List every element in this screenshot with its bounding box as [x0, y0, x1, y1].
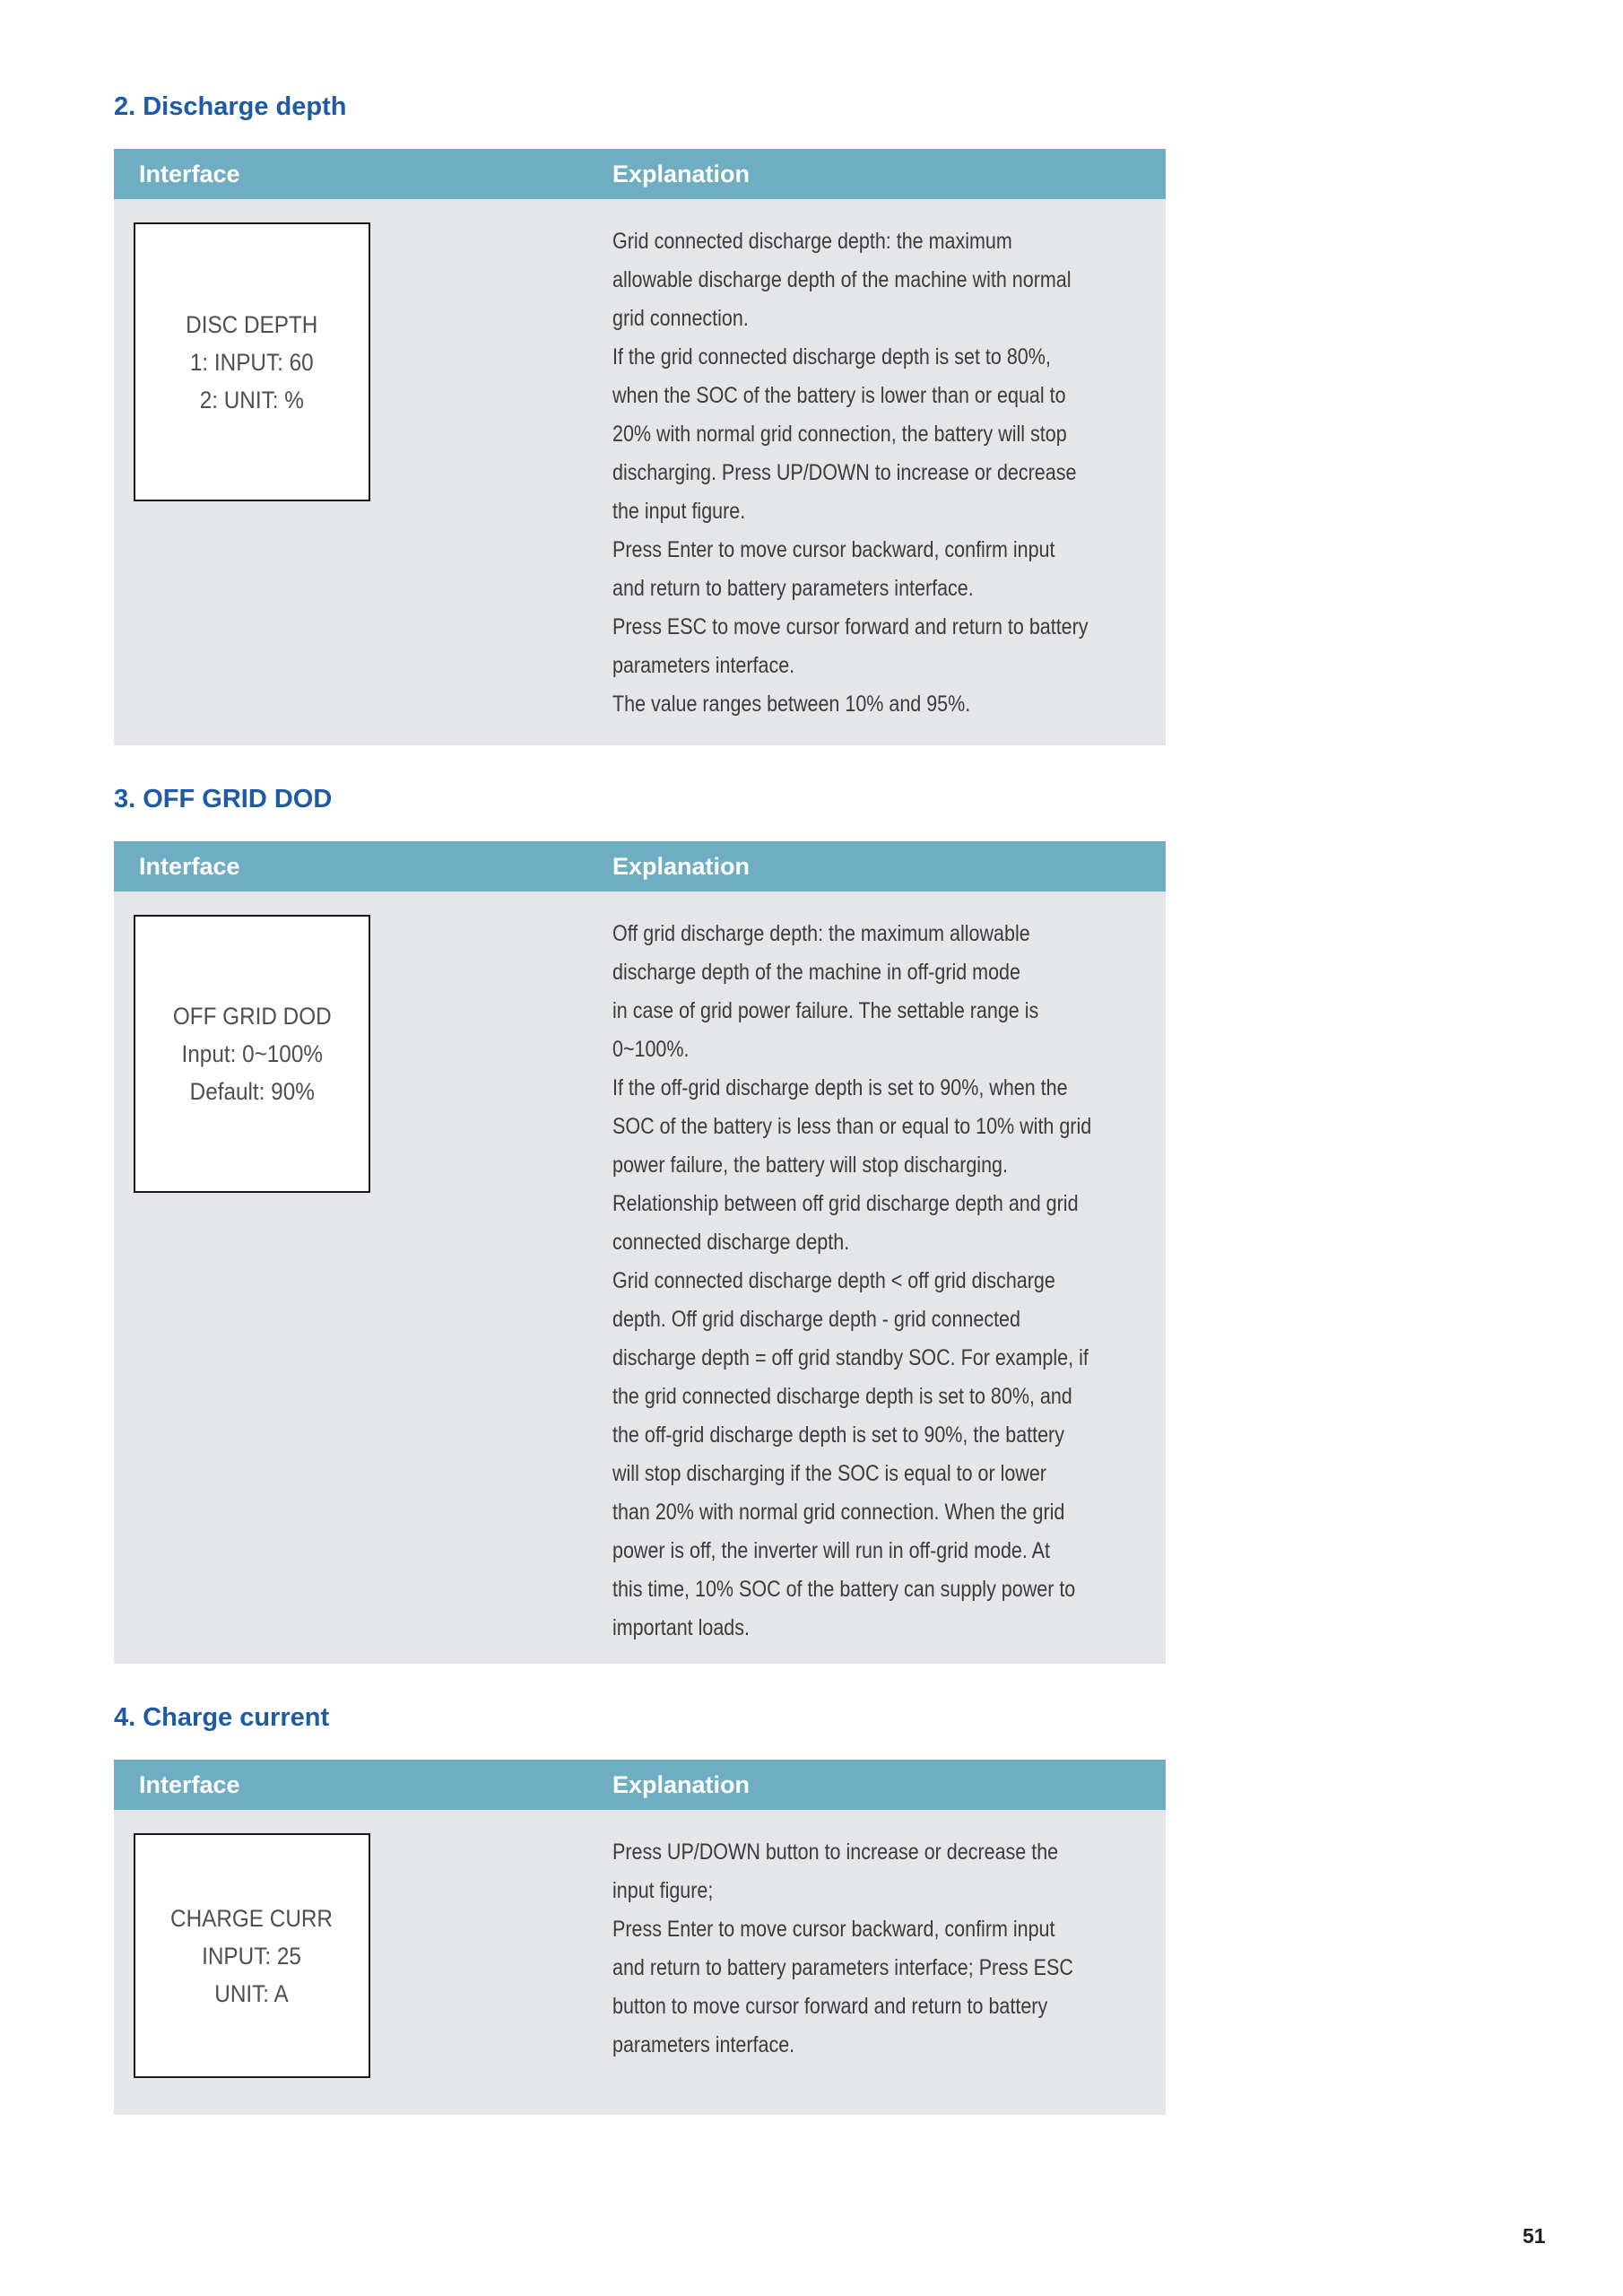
- lcd-line: 2: UNIT: %: [199, 386, 305, 413]
- explanation-line: Relationship between off grid discharge depth and grid: [612, 1191, 1079, 1216]
- explanation-line: and return to battery parameters interface; Press ESC: [612, 1955, 1073, 1980]
- explanation-line: important loads.: [612, 1615, 750, 1640]
- table-body-row: [114, 1810, 1166, 2115]
- table-header-row: [114, 1760, 1166, 1810]
- page-number: 51: [1523, 2224, 1546, 2248]
- lcd-display-text: [173, 997, 332, 1110]
- lcd-line: Default: 90%: [189, 1078, 315, 1105]
- explanation-line: discharging. Press UP/DOWN to increase or decrease: [612, 460, 1077, 485]
- explanation-line: parameters interface.: [612, 653, 795, 678]
- explanation-line: when the SOC of the battery is lower than or equal to: [612, 383, 1066, 408]
- lcd-display-text: [171, 1900, 334, 2013]
- table-body-row: [114, 891, 1166, 1664]
- explanation-text: [612, 915, 1167, 1648]
- explanation-line: power failure, the battery will stop discharging.: [612, 1152, 1008, 1178]
- explanation-line: The value ranges between 10% and 95%.: [612, 691, 971, 717]
- section-heading: 4. Charge current: [114, 1703, 330, 1732]
- explanation-text: [612, 222, 1167, 724]
- explanation-line: Grid connected discharge depth < off grid discharge: [612, 1268, 1055, 1293]
- explanation-line: If the grid connected discharge depth is set to 80%,: [612, 344, 1051, 370]
- explanation-line: Press Enter to move cursor backward, confirm input: [612, 537, 1055, 562]
- explanation-line: parameters interface.: [612, 2032, 795, 2057]
- explanation-line: 0~100%.: [612, 1037, 690, 1062]
- explanation-line: Press Enter to move cursor backward, confirm input: [612, 1917, 1055, 1942]
- column-header-interface: Interface: [139, 853, 240, 880]
- explanation-line: SOC of the battery is less than or equal to 10% with grid: [612, 1114, 1092, 1139]
- column-header-interface: Interface: [139, 1771, 240, 1798]
- explanation-line: this time, 10% SOC of the battery can supply power to: [612, 1577, 1076, 1602]
- table-header-row: [114, 841, 1166, 891]
- explanation-line: than 20% with normal grid connection. When the grid: [612, 1500, 1065, 1525]
- explanation-line: the off-grid discharge depth is set to 90%, the battery: [612, 1422, 1064, 1448]
- table-body-row: [114, 199, 1166, 745]
- explanation-line: Press UP/DOWN button to increase or decrease the: [612, 1839, 1059, 1865]
- explanation-line: the grid connected discharge depth is set to 80%, and: [612, 1384, 1072, 1409]
- parameter-table: [114, 841, 1166, 1664]
- explanation-line: the input figure.: [612, 499, 746, 524]
- section-heading: 3. OFF GRID DOD: [114, 785, 333, 813]
- lcd-line: INPUT: 25: [202, 1942, 302, 1970]
- explanation-line: power is off, the inverter will run in off-grid mode. At: [612, 1538, 1050, 1563]
- explanation-line: discharge depth = off grid standby SOC. For example, if: [612, 1345, 1089, 1370]
- explanation-line: will stop discharging if the SOC is equal to or lower: [612, 1461, 1046, 1486]
- lcd-line: OFF GRID DOD: [172, 1003, 332, 1030]
- explanation-line: and return to battery parameters interface.: [612, 576, 974, 601]
- lcd-line: Input: 0~100%: [181, 1040, 323, 1067]
- lcd-display-text: [186, 306, 317, 419]
- lcd-line: 1: INPUT: 60: [190, 348, 314, 376]
- explanation-line: button to move cursor forward and return to battery: [612, 1994, 1048, 2019]
- explanation-line: grid connection.: [612, 306, 749, 331]
- column-header-interface: Interface: [139, 161, 240, 187]
- explanation-line: input figure;: [612, 1878, 714, 1903]
- explanation-line: Grid connected discharge depth: the maximum: [612, 229, 1012, 254]
- lcd-interface-box: [134, 222, 370, 501]
- explanation-line: Press ESC to move cursor forward and return to battery: [612, 614, 1089, 639]
- section-charge-current: [114, 1700, 1166, 2115]
- table-header-row: [114, 149, 1166, 199]
- explanation-line: allowable discharge depth of the machine with normal: [612, 267, 1072, 292]
- explanation-line: connected discharge depth.: [612, 1230, 850, 1255]
- column-header-explanation: Explanation: [612, 853, 751, 880]
- section-heading: 2. Discharge depth: [114, 92, 347, 121]
- lcd-line: UNIT: A: [214, 1979, 290, 2007]
- explanation-line: depth. Off grid discharge depth - grid connected: [612, 1307, 1020, 1332]
- explanation-line: Off grid discharge depth: the maximum allowable: [612, 921, 1030, 946]
- column-header-explanation: Explanation: [612, 1771, 751, 1798]
- section-off-grid-dod: [114, 782, 1166, 1664]
- explanation-text: [612, 1833, 1167, 2065]
- explanation-line: 20% with normal grid connection, the battery will stop: [612, 422, 1067, 447]
- lcd-line: CHARGE CURR: [170, 1904, 334, 1932]
- explanation-line: If the off-grid discharge depth is set to 90%, when the: [612, 1075, 1068, 1100]
- column-header-explanation: Explanation: [612, 161, 751, 187]
- parameter-table: [114, 1760, 1166, 2115]
- section-discharge-depth: [114, 90, 1166, 745]
- lcd-line: DISC DEPTH: [186, 310, 318, 338]
- explanation-line: discharge depth of the machine in off-grid mode: [612, 960, 1020, 985]
- lcd-interface-box: [134, 1833, 370, 2078]
- parameter-table: [114, 149, 1166, 745]
- lcd-interface-box: [134, 915, 370, 1193]
- explanation-line: in case of grid power failure. The settable range is: [612, 998, 1039, 1023]
